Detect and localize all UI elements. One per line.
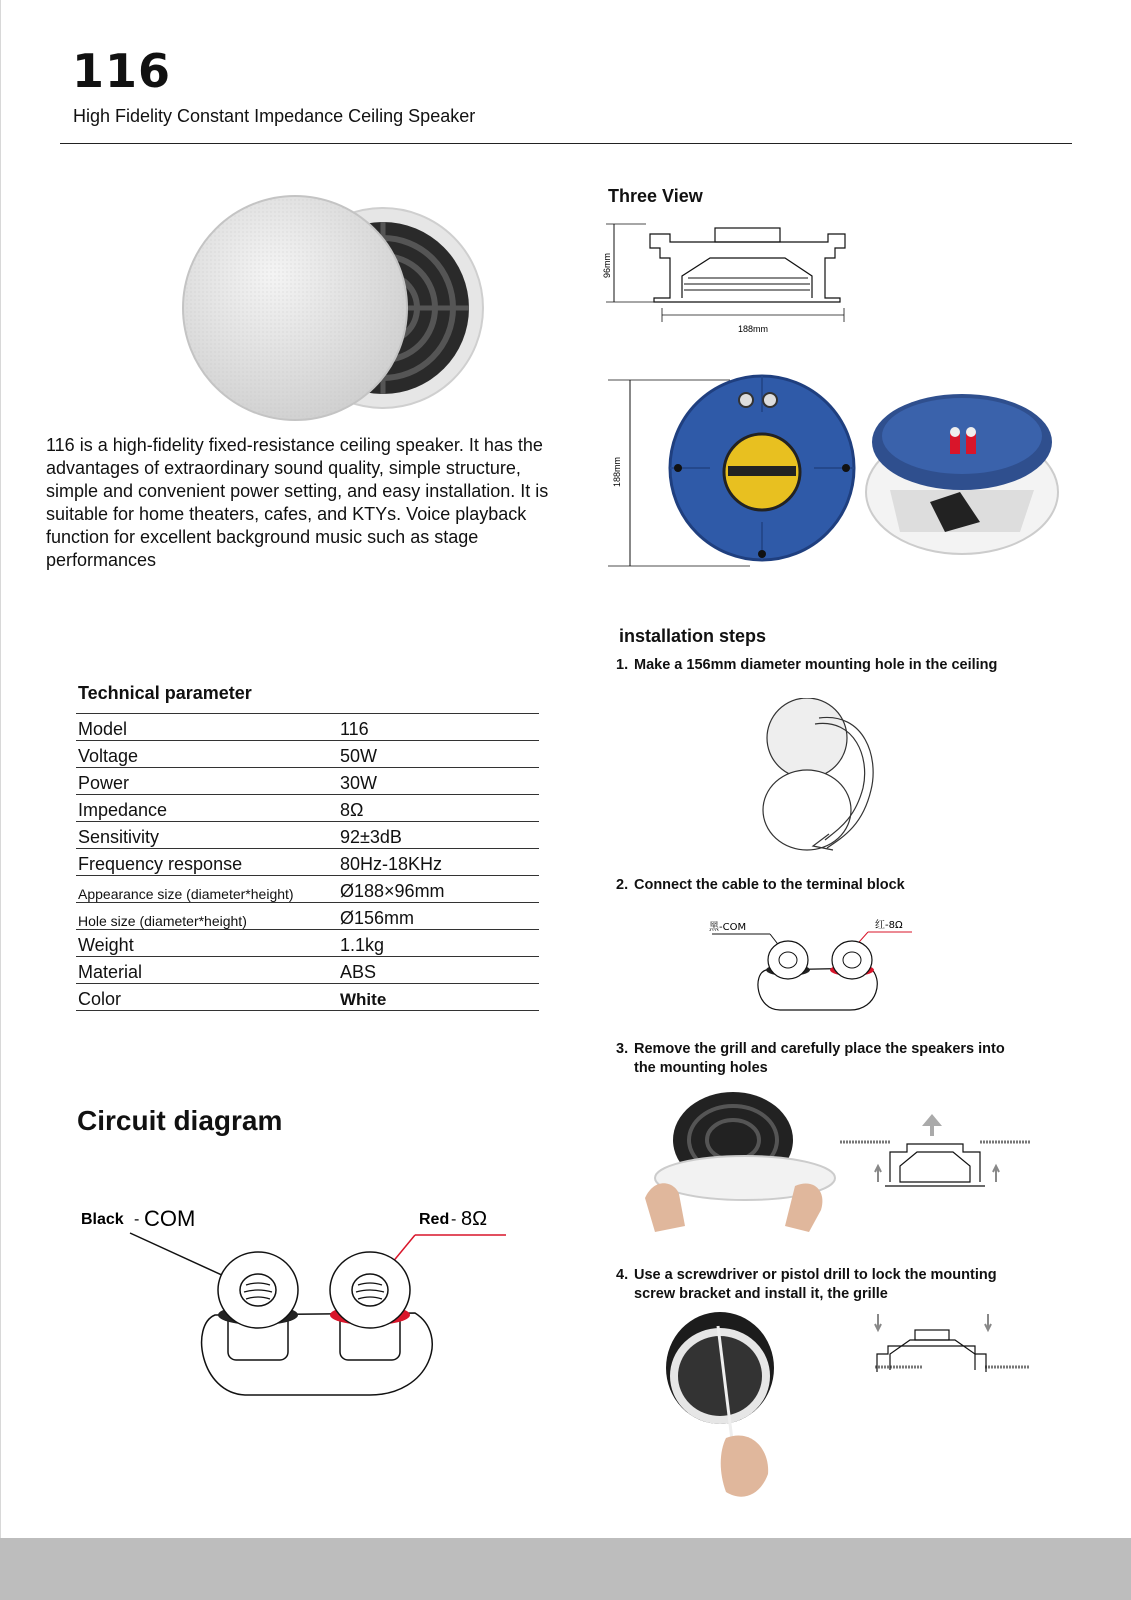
param-row: [76, 741, 539, 768]
param-row: [76, 822, 539, 849]
product-description: 116 is a high-fidelity fixed-resistance ceiling speaker. It has the advantages of extraordinary sound quality, simple structure, simple and convenient power setting, and easy installation. It is suitable for home theaters, cafes, and KTYs. Voice playback function for excellent background music such as stage performances: [46, 435, 549, 570]
three-view-title: Three View: [608, 186, 703, 206]
step-number: 2.: [616, 877, 629, 893]
param-value: 80Hz-18KHz: [338, 849, 539, 876]
params-title: Technical parameter: [78, 683, 252, 703]
param-value: 92±3dB: [338, 822, 539, 849]
install-step-3: [616, 1040, 1036, 1078]
terminal-red-label: 红-8Ω: [875, 920, 903, 931]
step-1-illustration: [755, 698, 885, 853]
terminal-black-label: 黑-COM: [709, 922, 747, 933]
param-key: Frequency response: [76, 849, 338, 876]
install-step-1: [616, 656, 1036, 675]
param-value: ABS: [338, 957, 539, 984]
step-text-cont: the mounting holes: [634, 1060, 768, 1076]
param-key: Material: [76, 957, 338, 984]
param-key: Model: [76, 714, 338, 741]
param-key: Voltage: [76, 741, 338, 768]
step-text: Make a 156mm diameter mounting hole in the ceiling: [634, 657, 998, 673]
step-2-illustration: [700, 912, 920, 1016]
param-row: [76, 876, 539, 903]
param-value: 50W: [338, 741, 539, 768]
param-value: Ø156mm: [338, 903, 539, 930]
install-step-4: [616, 1266, 1036, 1304]
black-terminal-label: COM: [144, 1206, 196, 1231]
step-4-illustration: [660, 1310, 1040, 1510]
page-edge: [0, 0, 1, 1538]
param-key: Impedance: [76, 795, 338, 822]
step-number: 4.: [616, 1267, 629, 1283]
red-terminal-label: 8Ω: [461, 1208, 488, 1230]
param-row: [76, 849, 539, 876]
param-row: [76, 930, 539, 957]
width-dimension: 188mm: [738, 324, 769, 334]
height-dimension: 96mm: [602, 252, 612, 278]
param-key: Color: [76, 984, 338, 1011]
step-text: Remove the grill and carefully place the speakers into: [634, 1041, 1005, 1057]
param-value: 8Ω: [338, 795, 539, 822]
param-row: [76, 903, 539, 930]
black-label: Black: [81, 1211, 124, 1228]
diameter-dimension: 188mm: [612, 456, 622, 487]
circuit-diagram: [70, 1195, 520, 1415]
param-value: Ø188×96mm: [338, 876, 539, 903]
installation-title: installation steps: [619, 626, 767, 646]
label-dash: -: [134, 1211, 140, 1228]
param-row: [76, 714, 539, 741]
param-row: [76, 957, 539, 984]
product-subtitle: High Fidelity Constant Impedance Ceiling Speaker: [73, 106, 476, 126]
param-row: [76, 768, 539, 795]
back-view-photo: [600, 372, 1070, 572]
param-key: Sensitivity: [76, 822, 338, 849]
param-value: 1.1kg: [338, 930, 539, 957]
step-text: Use a screwdriver or pistol drill to lock the mounting: [634, 1267, 997, 1283]
step-text: Connect the cable to the terminal block: [634, 877, 905, 893]
label-dash: -: [451, 1211, 457, 1228]
header-divider: [60, 143, 1072, 144]
param-key: Power: [76, 768, 338, 795]
param-value: 116: [338, 714, 539, 741]
install-step-2: [616, 876, 1036, 895]
param-table: [76, 713, 539, 1011]
side-view-drawing: [600, 218, 860, 338]
step-3-illustration: [645, 1086, 1035, 1236]
step-number: 1.: [616, 657, 629, 673]
param-value: 30W: [338, 768, 539, 795]
step-text-cont: screw bracket and install it, the grille: [634, 1286, 888, 1302]
param-value: White: [338, 984, 539, 1011]
param-key: Hole size (diameter*height): [76, 903, 338, 930]
param-row: [76, 795, 539, 822]
param-key: Appearance size (diameter*height): [76, 876, 338, 903]
param-key: Weight: [76, 930, 338, 957]
red-label: Red: [419, 1211, 450, 1228]
circuit-title: Circuit diagram: [77, 1105, 283, 1136]
param-row: [76, 984, 539, 1011]
step-number: 3.: [616, 1041, 629, 1057]
footer-bar: [0, 1538, 1131, 1600]
model-title: 116: [72, 44, 172, 98]
product-photo: [105, 190, 485, 430]
